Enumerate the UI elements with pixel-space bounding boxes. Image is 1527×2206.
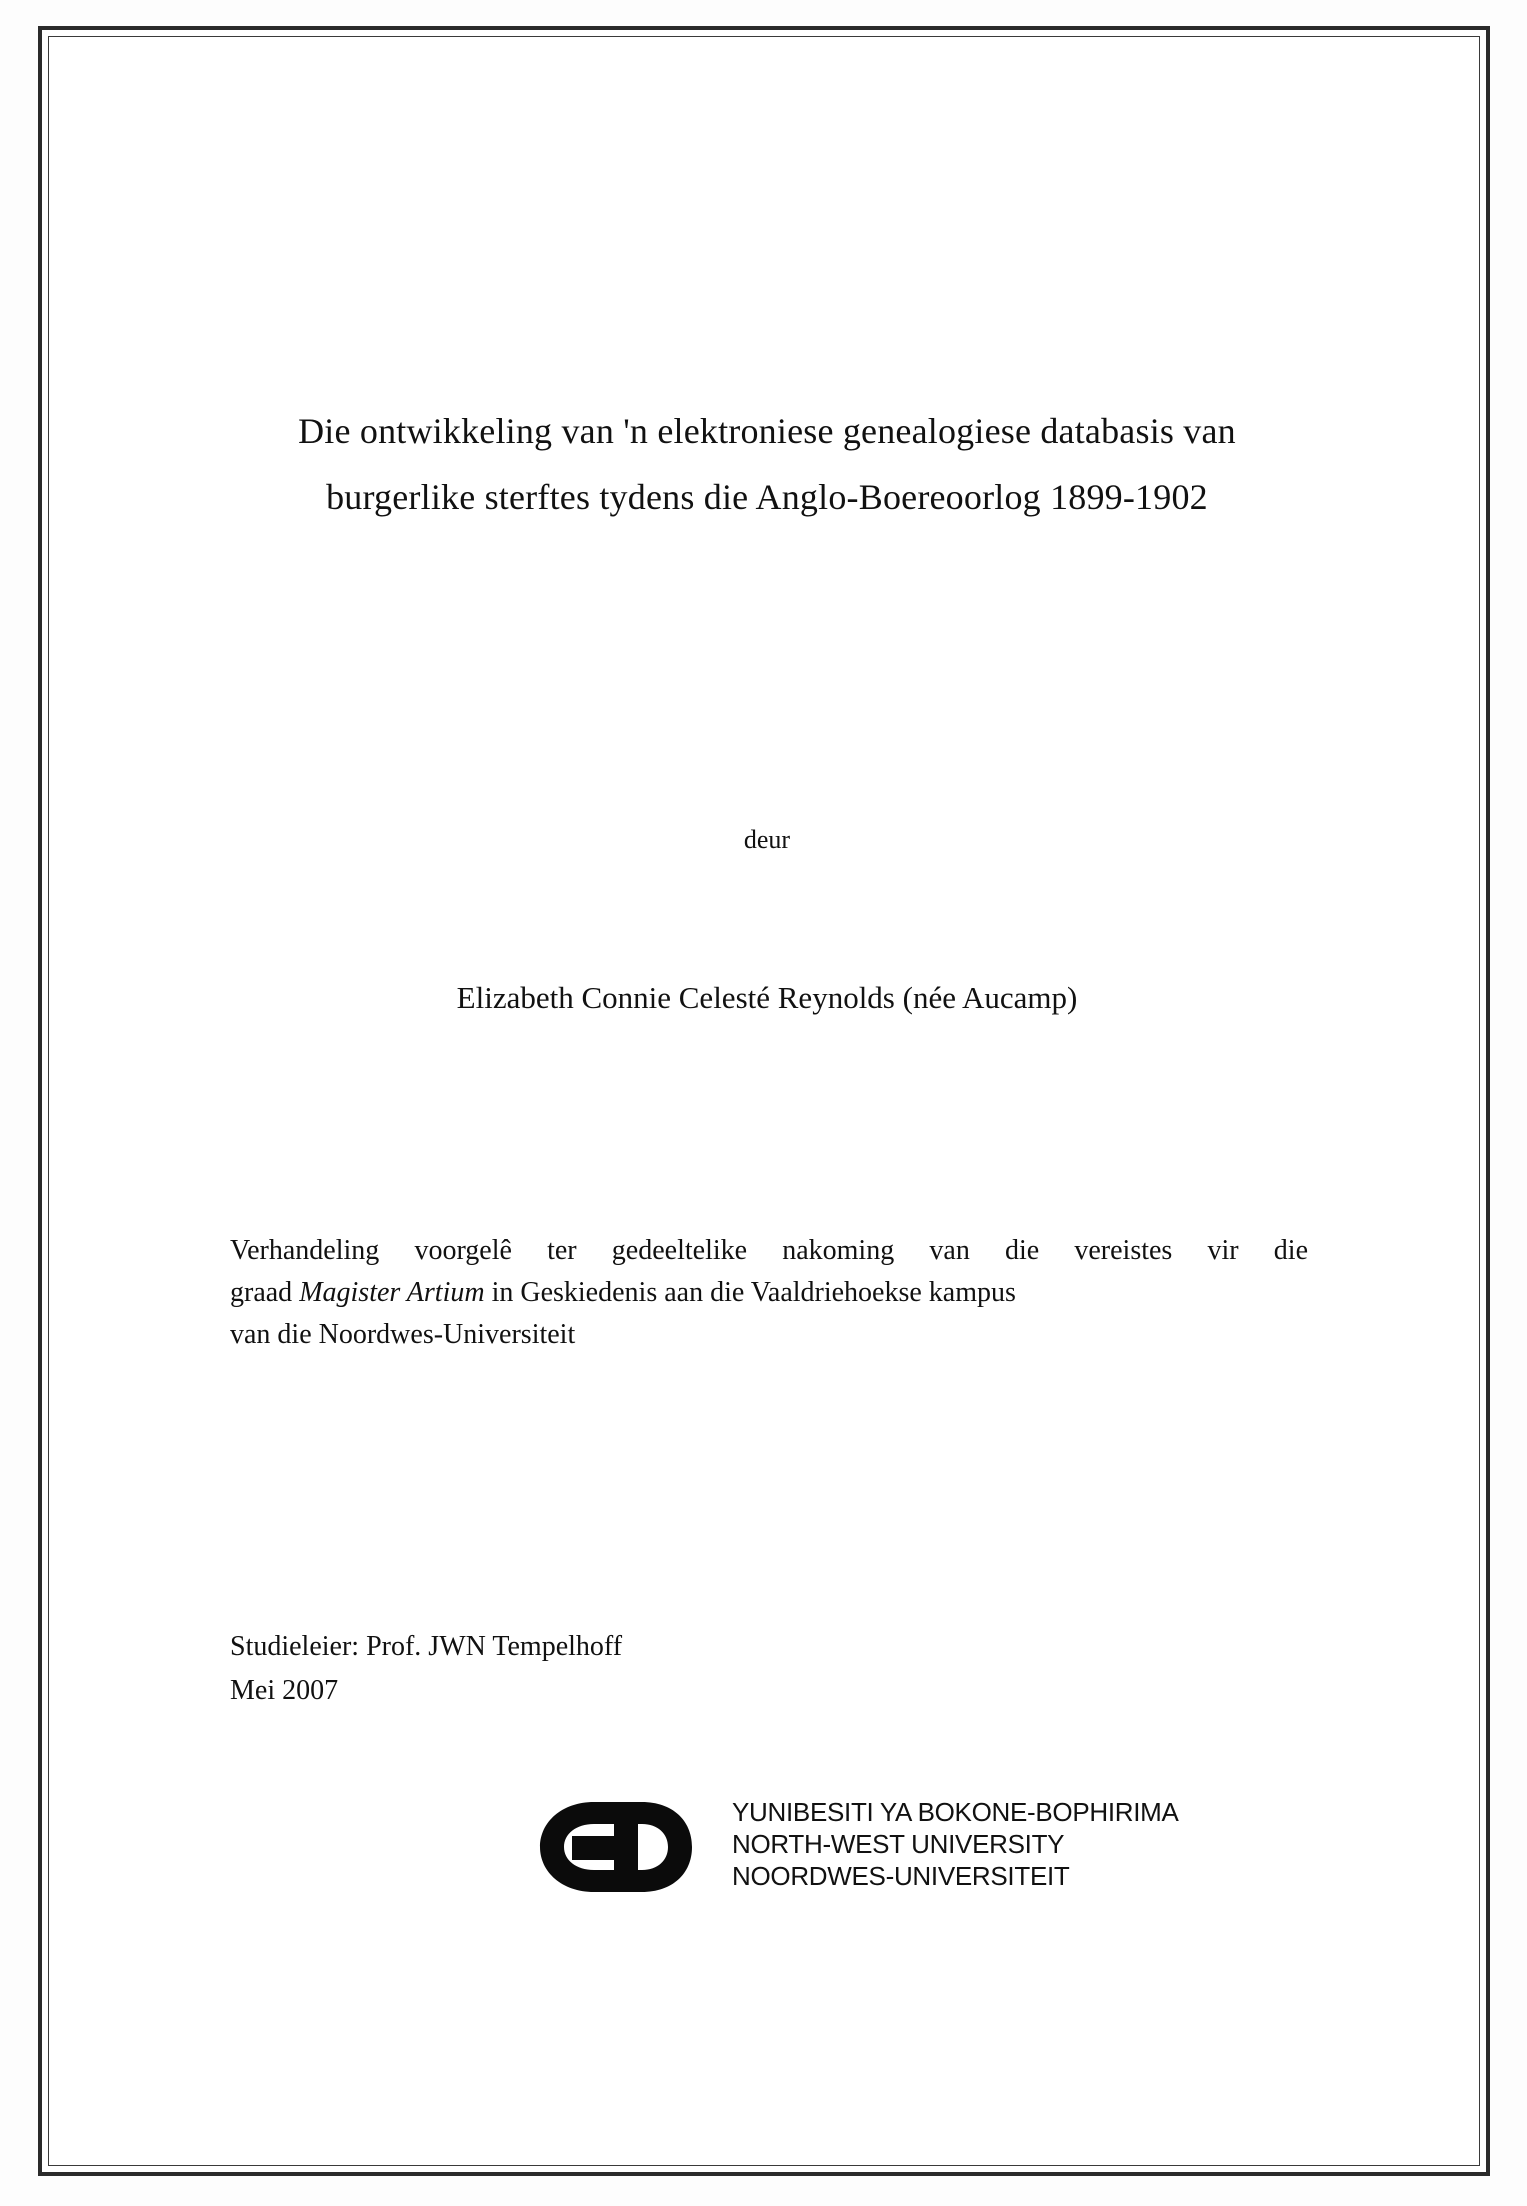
statement-line-3: van die Noordwes-Universiteit — [230, 1319, 576, 1350]
north-west-university-logo-icon — [522, 1792, 722, 1902]
degree-name: Magister Artium — [299, 1277, 485, 1308]
statement-line-2-post: in Geskiedenis aan die Vaaldriehoekse kampus — [484, 1277, 1016, 1308]
logo-wordmark — [732, 1796, 1179, 1892]
university-logo-block — [522, 1788, 1222, 1918]
author-name: Elizabeth Connie Celesté Reynolds (née Aucamp) — [456, 980, 1078, 1015]
degree-statement — [230, 1230, 1308, 1356]
page-border-frame — [38, 26, 1490, 2176]
by-label: deur — [743, 825, 791, 854]
statement-line-2-pre: graad — [230, 1277, 300, 1308]
logo-text-line-1: YUNIBESITI YA BOKONE-BOPHIRIMA — [732, 1797, 1179, 1827]
title-line-2: burgerlike sterftes tydens die Anglo-Boereoorlog 1899-1902 — [326, 477, 1208, 517]
supervisor-block — [230, 1625, 1130, 1713]
title-page-content — [192, 30, 1342, 2172]
supervisor-line: Studieleier: Prof. JWN Tempelhoff — [230, 1631, 623, 1662]
title-line-1: Die ontwikkeling van 'n elektroniese genealogiese databasis van — [298, 411, 1236, 451]
date-line: Mei 2007 — [230, 1675, 339, 1706]
statement-line-2 — [230, 1272, 1308, 1314]
statement-line-1: Verhandeling voorgelê ter gedeeltelike nakoming van die vereistes vir die — [230, 1235, 1308, 1266]
logo-text-line-2: NORTH-WEST UNIVERSITY — [732, 1829, 1065, 1859]
logo-text-line-3: NOORDWES-UNIVERSITEIT — [732, 1861, 1070, 1891]
document-title — [192, 398, 1342, 530]
